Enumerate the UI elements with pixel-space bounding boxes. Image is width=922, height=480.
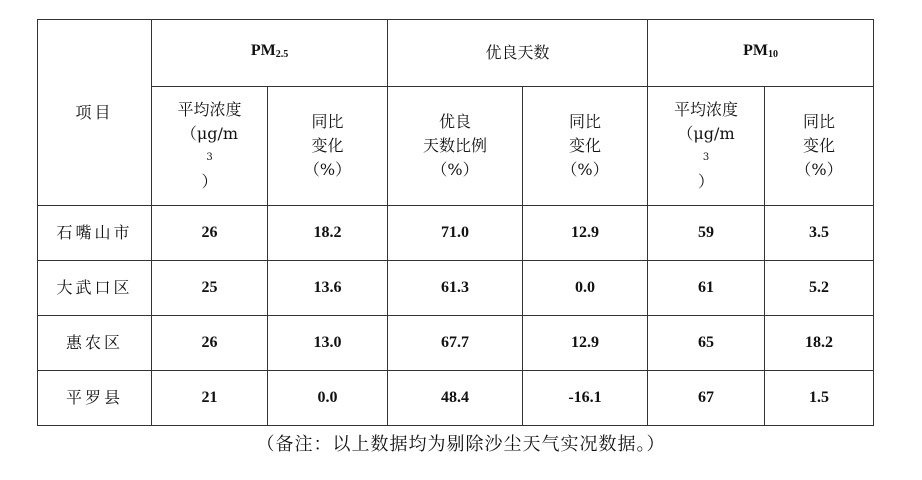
good-yoy-cell: 12.9 xyxy=(523,316,648,371)
pm10-yoy-cell: 5.2 xyxy=(765,261,874,316)
good-yoy-cell: 0.0 xyxy=(523,261,648,316)
yoy-label-2: 变化 xyxy=(569,136,602,155)
pm10-yoy-cell: 3.5 xyxy=(765,206,874,261)
yoy-label-1: 同比 xyxy=(311,112,344,131)
pm25-header xyxy=(152,20,388,87)
pm25-subscript: 2.5 xyxy=(275,49,289,60)
pm25-avg-cell: 21 xyxy=(152,371,268,426)
pm10-avg-cell: 59 xyxy=(648,206,765,261)
pm10-yoy-cell: 18.2 xyxy=(765,316,874,371)
avg-conc-label: 平均浓度 xyxy=(674,100,739,119)
yoy-label-2: 变化 xyxy=(311,136,344,155)
pm25-avg-cell: 25 xyxy=(152,261,268,316)
good-yoy-header xyxy=(523,87,648,206)
avg-conc-label: 平均浓度 xyxy=(177,100,242,119)
good-yoy-cell: -16.1 xyxy=(523,371,648,426)
table-row xyxy=(38,206,874,261)
good-yoy-cell: 12.9 xyxy=(523,206,648,261)
unit-label: （μg/m 3 ） xyxy=(677,124,735,191)
pm25-yoy-header xyxy=(268,87,388,206)
region-name: 惠农区 xyxy=(38,316,152,371)
table-row xyxy=(38,371,874,426)
pm25-avg-cell: 26 xyxy=(152,206,268,261)
pm10-header xyxy=(648,20,874,87)
yoy-label-3: （%） xyxy=(561,160,609,179)
pm25-yoy-cell: 13.6 xyxy=(268,261,388,316)
pm25-yoy-cell: 18.2 xyxy=(268,206,388,261)
pm10-yoy-header xyxy=(765,87,874,206)
item-header: 项目 xyxy=(38,20,152,206)
yoy-label-1: 同比 xyxy=(803,112,836,131)
pm10-avg-header xyxy=(648,87,765,206)
ratio-label-1: 优良 xyxy=(438,112,471,131)
ratio-label-3: （%） xyxy=(431,160,479,179)
pm10-avg-cell: 67 xyxy=(648,371,765,426)
sub-header-row xyxy=(38,87,874,206)
good-ratio-cell: 61.3 xyxy=(388,261,523,316)
pm10-base: PM xyxy=(743,42,768,59)
yoy-label-3: （%） xyxy=(795,160,843,179)
pm10-yoy-cell: 1.5 xyxy=(765,371,874,426)
footnote: （备注：以上数据均为剔除沙尘天气实况数据。） xyxy=(256,434,666,455)
yoy-label-2: 变化 xyxy=(803,136,836,155)
pm25-yoy-cell: 0.0 xyxy=(268,371,388,426)
good-ratio-cell: 48.4 xyxy=(388,371,523,426)
region-name: 平罗县 xyxy=(38,371,152,426)
pm10-avg-cell: 65 xyxy=(648,316,765,371)
region-name: 大武口区 xyxy=(38,261,152,316)
pm10-avg-cell: 61 xyxy=(648,261,765,316)
pm25-avg-header xyxy=(152,87,268,206)
table-row xyxy=(38,261,874,316)
yoy-label-3: （%） xyxy=(303,160,352,179)
yoy-label-1: 同比 xyxy=(569,112,602,131)
pm25-avg-cell: 26 xyxy=(152,316,268,371)
region-name: 石嘴山市 xyxy=(38,206,152,261)
good-ratio-cell: 71.0 xyxy=(388,206,523,261)
ratio-label-2: 天数比例 xyxy=(422,136,487,155)
good-ratio-header xyxy=(388,87,523,206)
pm10-subscript: 10 xyxy=(767,49,778,60)
air-quality-table xyxy=(37,19,874,426)
pm25-yoy-cell: 13.0 xyxy=(268,316,388,371)
unit-label: （μg/m 3 ） xyxy=(180,124,239,191)
pm25-base: PM xyxy=(250,42,276,59)
good-days-header: 优良天数 xyxy=(388,20,648,87)
group-header-row xyxy=(38,20,874,87)
good-ratio-cell: 67.7 xyxy=(388,316,523,371)
table-row xyxy=(38,316,874,371)
